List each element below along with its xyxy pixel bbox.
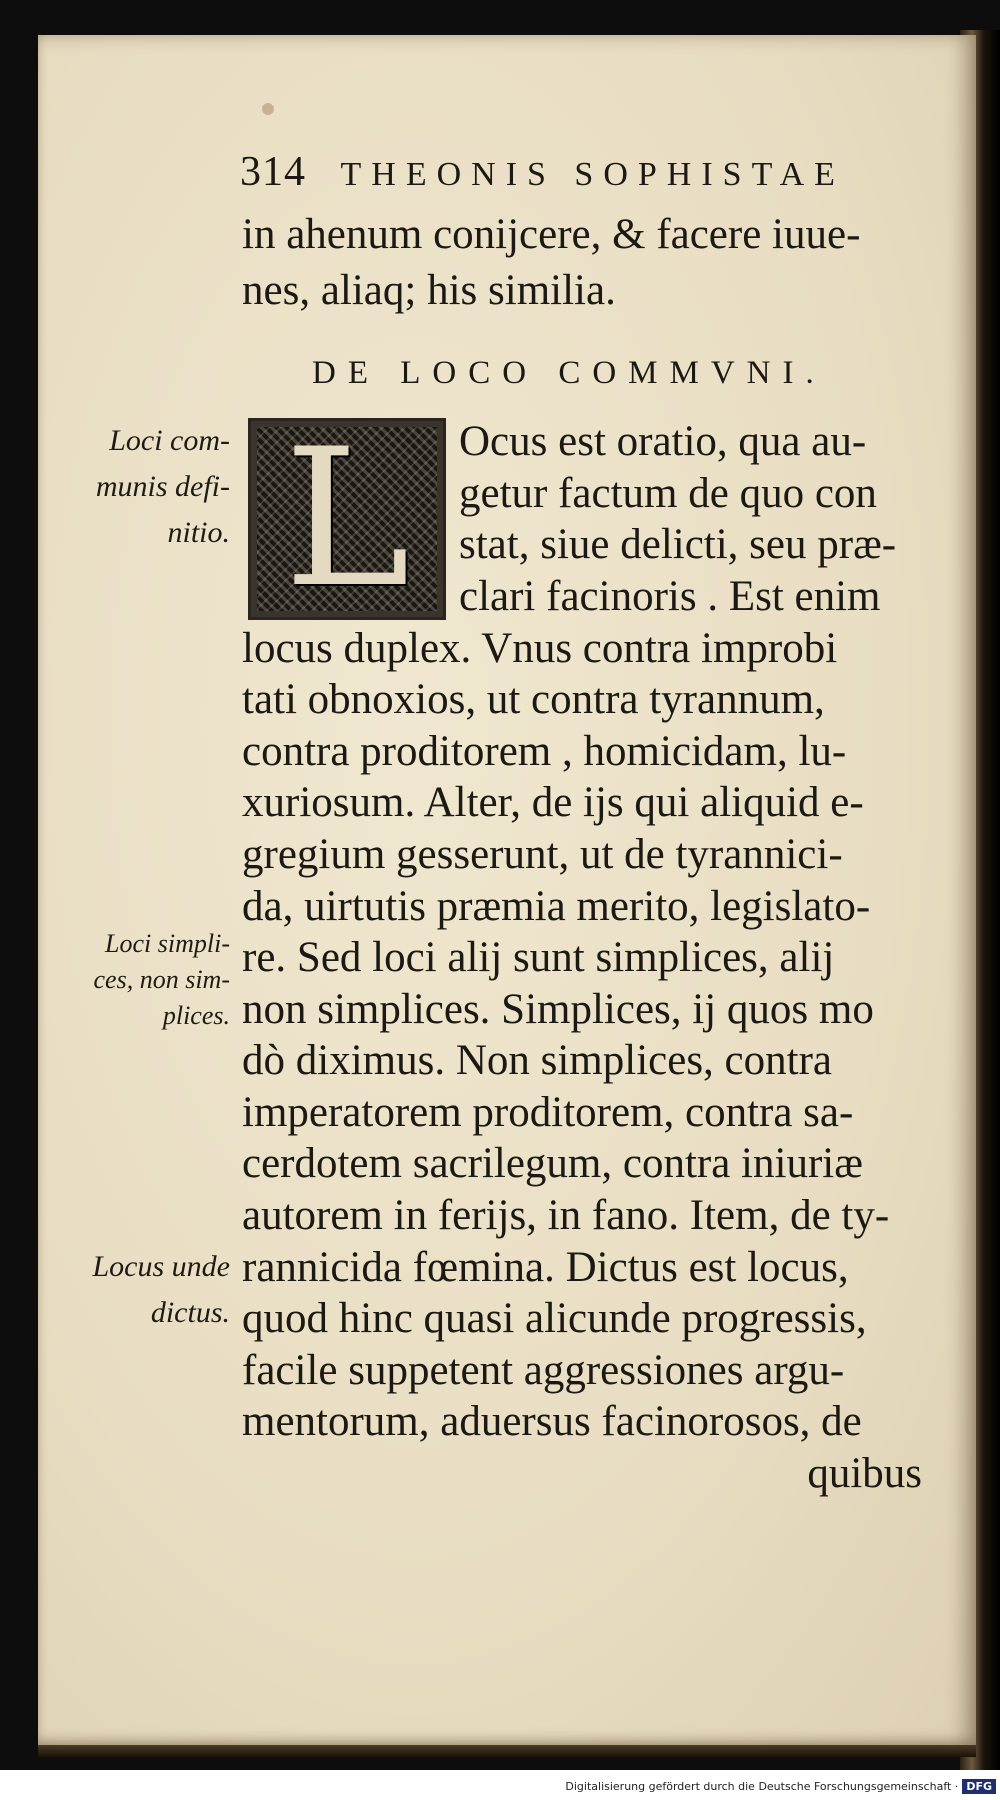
marginal-note-line: plices. — [162, 1001, 230, 1030]
marginal-note-line: Loci com- — [109, 424, 230, 457]
digitization-credit — [565, 1779, 996, 1794]
dfg-logo: DFG — [962, 1779, 996, 1794]
paper-stain — [262, 103, 274, 115]
catchword: quibus — [807, 1450, 922, 1497]
marginal-note-line: munis defi- — [95, 470, 230, 503]
marginal-note-line: ces, non sim- — [93, 965, 230, 994]
marginal-note-line: Loci simpli- — [105, 929, 230, 958]
text-line: mentorum, aduersus facinorosos, de — [242, 1398, 862, 1445]
page-number: 314 — [240, 149, 306, 195]
marginal-note-line: nitio. — [167, 516, 230, 549]
marginal-note-simple — [30, 926, 230, 1034]
text-line: facile suppetent aggressiones argu- — [242, 1347, 845, 1394]
text-line: xuriosum. Alter, de ijs qui aliquid e- — [242, 779, 864, 826]
page-bottom-edge — [38, 1745, 976, 1757]
running-header — [240, 148, 930, 196]
text-line: autorem in ferijs, in fano. Item, de ty- — [242, 1192, 890, 1239]
text-line: tati obnoxios, ut contra tyrannum, — [242, 676, 825, 723]
marginal-note-line: dictus. — [150, 1296, 230, 1329]
credit-text: Digitalisierung gefördert durch die Deutsche Forschungsgemeinschaft · — [565, 1780, 959, 1793]
section-heading: DE LOCO COMMVNI. — [312, 355, 826, 391]
marginal-note-definition — [30, 418, 230, 556]
text-line: cerdotem sacrilegum, contra iniuriæ — [242, 1140, 863, 1187]
text-line: dò diximus. Non simplices, contra — [242, 1037, 832, 1084]
text-line: da, uirtutis præmia merito, legislato- — [242, 883, 871, 930]
marginal-note-locus — [30, 1244, 230, 1336]
text-line: getur factum de quo con — [459, 470, 877, 517]
marginal-note-line: Locus unde — [92, 1250, 230, 1283]
text-line: re. Sed loci alij sunt simplices, alij — [242, 934, 835, 981]
text-line: contra proditorem , homicidam, lu- — [242, 728, 847, 775]
text-line: clari facinoris . Est enim — [459, 573, 881, 620]
text-line: non simplices. Simplices, ij quos mo — [242, 986, 874, 1033]
decorated-initial — [248, 408, 446, 629]
text-line: locus duplex. Vnus contra improbi — [242, 625, 838, 672]
text-line: quod hinc quasi alicunde progressis, — [242, 1295, 867, 1342]
text-line: nes, aliaq; his similia. — [242, 267, 616, 314]
text-line: in ahenum conijcere, & facere iuue- — [242, 211, 861, 258]
text-line: gregium gesserunt, ut de tyrannici- — [242, 831, 843, 878]
text-line: Ocus est oratio, qua au- — [459, 418, 867, 465]
initial-letter: L — [283, 408, 411, 629]
text-line: stat, siue delicti, seu præ- — [459, 521, 897, 568]
text-line: imperatorem proditorem, contra sa- — [242, 1089, 854, 1136]
text-line: rannicida fœmina. Dictus est locus, — [242, 1244, 849, 1291]
running-title: THEONIS SOPHISTAE — [340, 156, 845, 193]
